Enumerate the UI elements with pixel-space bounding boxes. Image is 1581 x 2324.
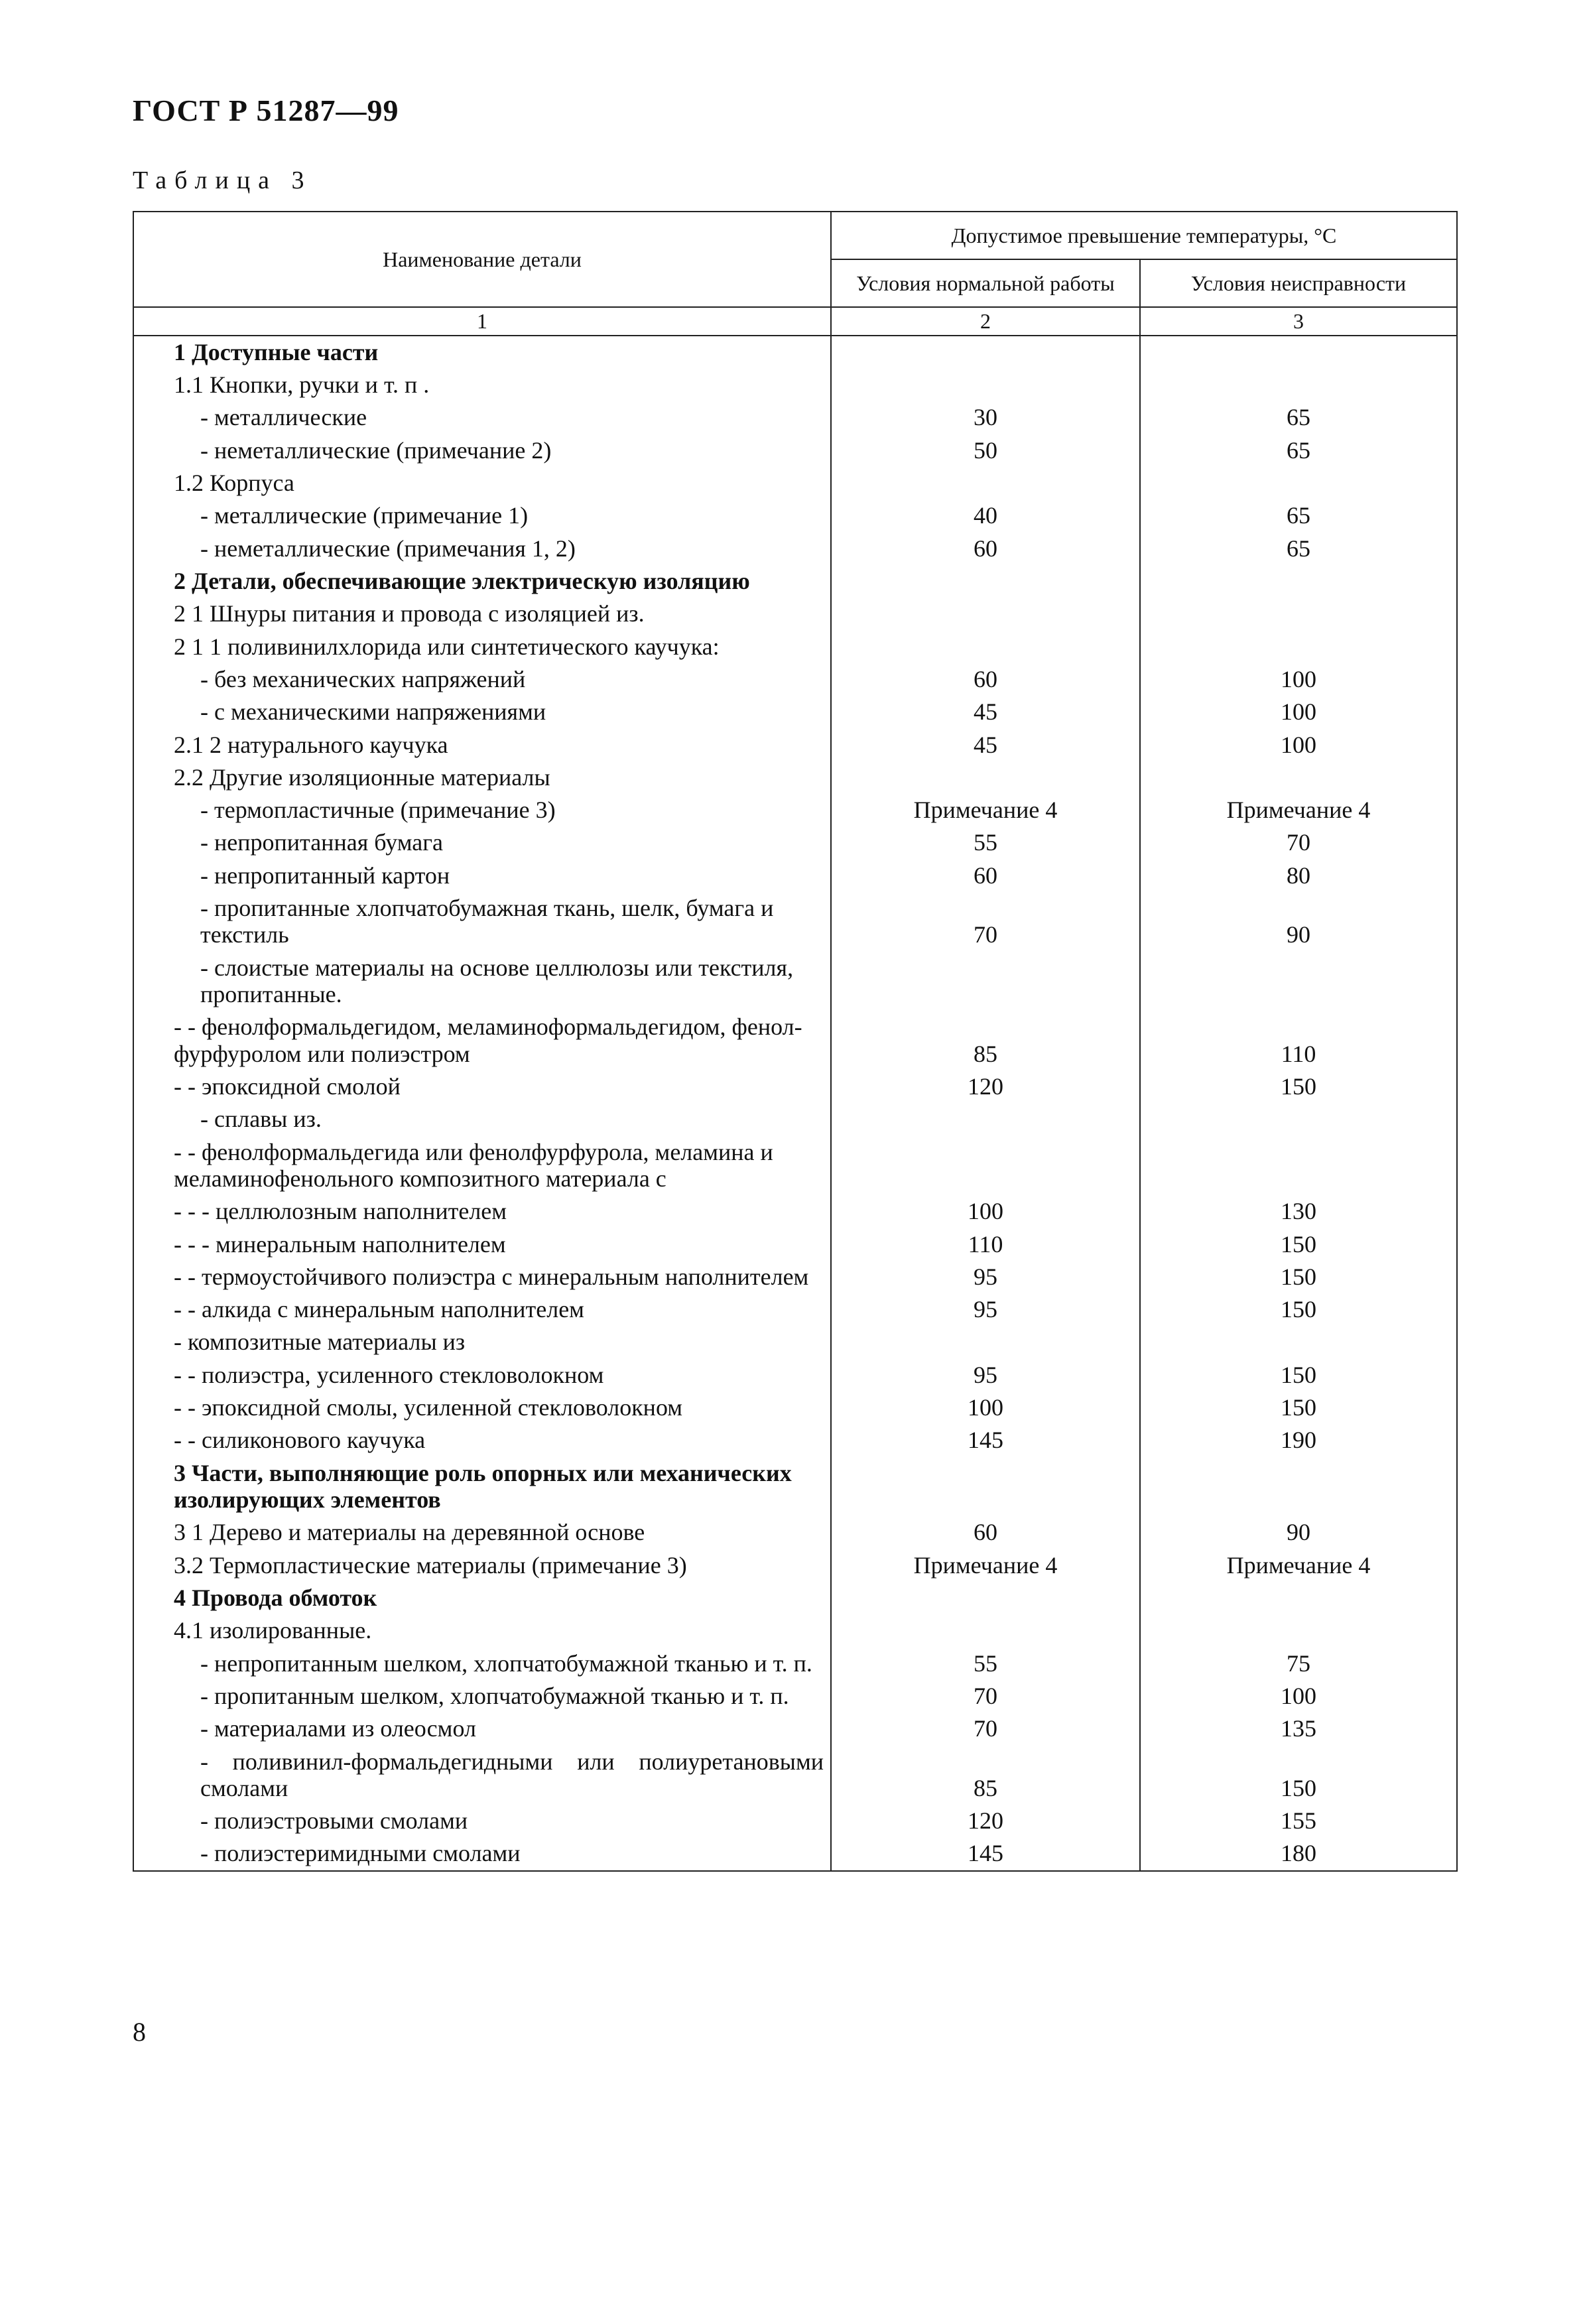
table-caption: Таблица 3 — [133, 166, 312, 194]
normal-value: 40 — [831, 499, 1140, 532]
fault-value: 90 — [1140, 892, 1457, 952]
row-label: - - эпоксидной смолы, усиленной стекловолокном — [133, 1391, 831, 1424]
fault-value: 135 — [1140, 1712, 1457, 1745]
table-row — [133, 1136, 1457, 1196]
row-label: - слоистые материалы на основе целлюлозы или текстиля, пропитанные. — [133, 952, 831, 1011]
normal-value: 60 — [831, 533, 1140, 565]
fault-value — [1140, 1136, 1457, 1196]
normal-value: 50 — [831, 434, 1140, 467]
normal-value: 145 — [831, 1424, 1140, 1456]
table-row — [133, 892, 1457, 952]
fault-value: 150 — [1140, 1228, 1457, 1261]
normal-value: 120 — [831, 1070, 1140, 1103]
table-row — [133, 369, 1457, 401]
normal-value — [831, 631, 1140, 663]
fault-value: 100 — [1140, 1680, 1457, 1712]
fault-value — [1140, 336, 1457, 369]
header-part-name: Наименование детали — [133, 212, 831, 307]
row-label: 1 Доступные части — [133, 336, 831, 369]
fault-value: 150 — [1140, 1261, 1457, 1293]
fault-value: 150 — [1140, 1746, 1457, 1805]
row-label: 3 1 Дерево и материалы на деревянной основе — [133, 1516, 831, 1549]
row-label: - пропитанные хлопчатобумажная ткань, шелк, бумага и текстиль — [133, 892, 831, 952]
table-row — [133, 1837, 1457, 1870]
fault-value: 90 — [1140, 1516, 1457, 1549]
normal-value: 120 — [831, 1805, 1140, 1837]
fault-value: 150 — [1140, 1359, 1457, 1391]
row-label: 2.1 2 натурального каучука — [133, 729, 831, 761]
table-row — [133, 467, 1457, 499]
fault-value — [1140, 1457, 1457, 1517]
table-row — [133, 1103, 1457, 1135]
table-row — [133, 499, 1457, 532]
fault-value: 100 — [1140, 729, 1457, 761]
fault-value — [1140, 952, 1457, 1011]
table-row — [133, 1680, 1457, 1712]
normal-value: Примечание 4 — [831, 794, 1140, 826]
normal-value: 100 — [831, 1391, 1140, 1424]
row-label: 4.1 изолированные. — [133, 1614, 831, 1647]
fault-value: 150 — [1140, 1391, 1457, 1424]
fault-value: 100 — [1140, 696, 1457, 728]
normal-value: 95 — [831, 1261, 1140, 1293]
table-row — [133, 860, 1457, 892]
table-row — [133, 598, 1457, 630]
row-label: - сплавы из. — [133, 1103, 831, 1135]
normal-value — [831, 952, 1140, 1011]
row-label: 2 Детали, обеспечивающие электрическую изоляцию — [133, 565, 831, 598]
row-label: - непропитанная бумага — [133, 826, 831, 859]
table-row — [133, 1326, 1457, 1358]
row-label: 2 1 1 поливинилхлорида или синтетического каучука: — [133, 631, 831, 663]
fault-value: 155 — [1140, 1805, 1457, 1837]
header-normal-conditions: Условия нормальной работы — [831, 259, 1140, 307]
normal-value — [831, 369, 1140, 401]
normal-value: Примечание 4 — [831, 1549, 1140, 1582]
row-label: - поливинил-формальдегидными или полиуретановыми смолами — [133, 1746, 831, 1805]
table-row — [133, 1293, 1457, 1326]
normal-value: 110 — [831, 1228, 1140, 1261]
row-label: - с механическими напряжениями — [133, 696, 831, 728]
table-row — [133, 1391, 1457, 1424]
header-fault-conditions: Условия неисправности — [1140, 259, 1457, 307]
normal-value: 70 — [831, 1712, 1140, 1745]
normal-value: 95 — [831, 1359, 1140, 1391]
table-row — [133, 1261, 1457, 1293]
fault-value — [1140, 467, 1457, 499]
normal-value — [831, 1457, 1140, 1517]
normal-value — [831, 1136, 1140, 1196]
table-row — [133, 401, 1457, 434]
table-row — [133, 1805, 1457, 1837]
row-label: - - термоустойчивого полиэстра с минеральным наполнителем — [133, 1261, 831, 1293]
table-row — [133, 826, 1457, 859]
fault-value: 70 — [1140, 826, 1457, 859]
fault-value — [1140, 1614, 1457, 1647]
row-label: - металлические — [133, 401, 831, 434]
normal-value — [831, 336, 1140, 369]
table-row — [133, 1647, 1457, 1680]
row-label: - непропитанный картон — [133, 860, 831, 892]
table-row — [133, 1070, 1457, 1103]
row-label: 3.2 Термопластические материалы (примечание 3) — [133, 1549, 831, 1582]
normal-value: 95 — [831, 1293, 1140, 1326]
fault-value — [1140, 761, 1457, 794]
temperature-rise-table — [133, 211, 1458, 1872]
table-row — [133, 434, 1457, 467]
row-label: 1.2 Корпуса — [133, 467, 831, 499]
column-number: 1 — [133, 307, 831, 336]
normal-value: 85 — [831, 1746, 1140, 1805]
normal-value: 45 — [831, 729, 1140, 761]
row-label: - - - минеральным наполнителем — [133, 1228, 831, 1261]
column-number: 3 — [1140, 307, 1457, 336]
row-label: - полиэстеримидными смолами — [133, 1837, 831, 1870]
normal-value: 60 — [831, 663, 1140, 696]
fault-value: 65 — [1140, 401, 1457, 434]
row-label: - термопластичные (примечание 3) — [133, 794, 831, 826]
row-label: - - силиконового каучука — [133, 1424, 831, 1456]
normal-value: 70 — [831, 1680, 1140, 1712]
table-row — [133, 952, 1457, 1011]
fault-value: 75 — [1140, 1647, 1457, 1680]
normal-value: 100 — [831, 1195, 1140, 1228]
fault-value: 190 — [1140, 1424, 1457, 1456]
fault-value — [1140, 631, 1457, 663]
table-row — [133, 631, 1457, 663]
row-label: - металлические (примечание 1) — [133, 499, 831, 532]
fault-value — [1140, 1103, 1457, 1135]
fault-value: 180 — [1140, 1837, 1457, 1870]
normal-value — [831, 1582, 1140, 1614]
normal-value — [831, 1103, 1140, 1135]
row-label: - неметаллические (примечание 2) — [133, 434, 831, 467]
row-label: 3 Части, выполняющие роль опорных или механических изолирующих элементов — [133, 1457, 831, 1517]
table-row — [133, 1424, 1457, 1456]
row-label: 2.2 Другие изоляционные материалы — [133, 761, 831, 794]
row-label: - полиэстровыми смолами — [133, 1805, 831, 1837]
fault-value — [1140, 1326, 1457, 1358]
normal-value — [831, 1614, 1140, 1647]
table-row — [133, 696, 1457, 728]
normal-value — [831, 467, 1140, 499]
row-label: - - полиэстра, усиленного стекловолокном — [133, 1359, 831, 1391]
row-label: 2 1 Шнуры питания и провода с изоляцией из. — [133, 598, 831, 630]
table-row — [133, 1359, 1457, 1391]
table-row — [133, 1712, 1457, 1745]
table-row — [133, 1011, 1457, 1070]
row-label: - - фенолформальдегидом, меламиноформальдегидом, фенол-фурфуролом или полиэстром — [133, 1011, 831, 1070]
normal-value: 55 — [831, 826, 1140, 859]
table-row — [133, 565, 1457, 598]
column-number: 2 — [831, 307, 1140, 336]
row-label: - неметаллические (примечания 1, 2) — [133, 533, 831, 565]
row-label: - композитные материалы из — [133, 1326, 831, 1358]
table-row — [133, 1195, 1457, 1228]
fault-value: 150 — [1140, 1070, 1457, 1103]
fault-value: 130 — [1140, 1195, 1457, 1228]
fault-value: 65 — [1140, 434, 1457, 467]
table-row — [133, 729, 1457, 761]
row-label: 1.1 Кнопки, ручки и т. п . — [133, 369, 831, 401]
normal-value: 30 — [831, 401, 1140, 434]
row-label: - - - целлюлозным наполнителем — [133, 1195, 831, 1228]
header-temperature-rise: Допустимое превышение температуры, °С — [831, 212, 1457, 259]
normal-value: 85 — [831, 1011, 1140, 1070]
table-row — [133, 1582, 1457, 1614]
fault-value: 110 — [1140, 1011, 1457, 1070]
normal-value — [831, 1326, 1140, 1358]
normal-value: 45 — [831, 696, 1140, 728]
normal-value — [831, 598, 1140, 630]
table-row — [133, 336, 1457, 369]
fault-value — [1140, 1582, 1457, 1614]
table-row — [133, 1457, 1457, 1517]
normal-value — [831, 565, 1140, 598]
fault-value — [1140, 565, 1457, 598]
table-row — [133, 1746, 1457, 1805]
row-label: - - фенолформальдегида или фенолфурфурола, меламина и меламинофенольного композитного материала с — [133, 1136, 831, 1196]
row-label: - материалами из олеосмол — [133, 1712, 831, 1745]
page-number: 8 — [133, 2017, 146, 2047]
normal-value — [831, 761, 1140, 794]
fault-value: 65 — [1140, 533, 1457, 565]
table-row — [133, 533, 1457, 565]
fault-value: 150 — [1140, 1293, 1457, 1326]
row-label: - - эпоксидной смолой — [133, 1070, 831, 1103]
fault-value — [1140, 369, 1457, 401]
fault-value — [1140, 598, 1457, 630]
table-row — [133, 663, 1457, 696]
standard-designation: ГОСТ Р 51287—99 — [133, 94, 399, 127]
table-row — [133, 1549, 1457, 1582]
row-label: - без механических напряжений — [133, 663, 831, 696]
normal-value: 55 — [831, 1647, 1140, 1680]
table-row — [133, 1516, 1457, 1549]
fault-value: 80 — [1140, 860, 1457, 892]
normal-value: 60 — [831, 1516, 1140, 1549]
table-row — [133, 1228, 1457, 1261]
row-label: - - алкида с минеральным наполнителем — [133, 1293, 831, 1326]
normal-value: 60 — [831, 860, 1140, 892]
row-label: - непропитанным шелком, хлопчатобумажной тканью и т. п. — [133, 1647, 831, 1680]
normal-value: 145 — [831, 1837, 1140, 1870]
row-label: 4 Провода обмоток — [133, 1582, 831, 1614]
normal-value: 70 — [831, 892, 1140, 952]
table-row — [133, 1614, 1457, 1647]
fault-value: 100 — [1140, 663, 1457, 696]
fault-value: Примечание 4 — [1140, 1549, 1457, 1582]
fault-value: 65 — [1140, 499, 1457, 532]
fault-value: Примечание 4 — [1140, 794, 1457, 826]
table-row — [133, 761, 1457, 794]
row-label: - пропитанным шелком, хлопчатобумажной тканью и т. п. — [133, 1680, 831, 1712]
table-row — [133, 794, 1457, 826]
